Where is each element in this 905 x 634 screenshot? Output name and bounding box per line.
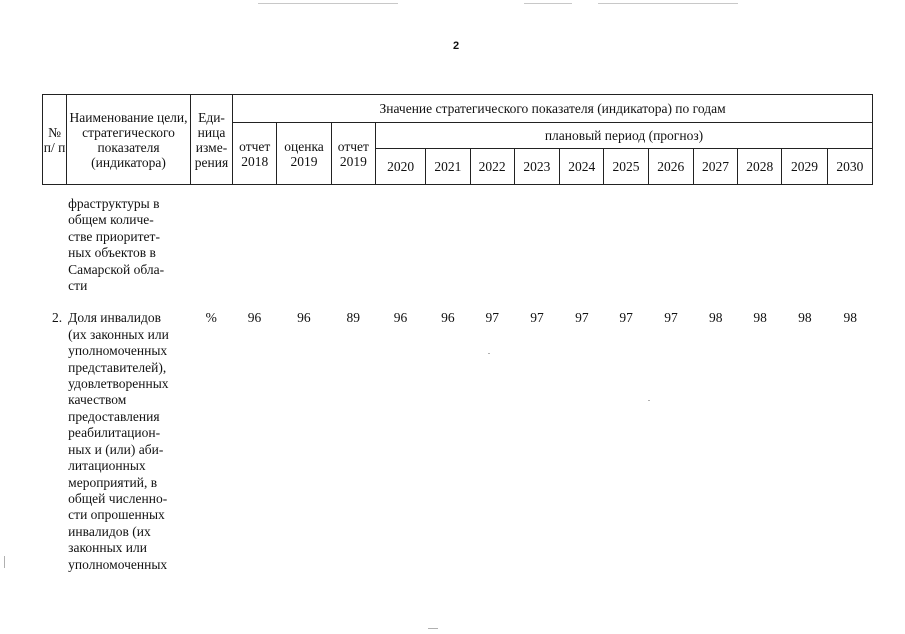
- row-name-line: стве приоритет-: [68, 228, 160, 244]
- row-name: [66, 294, 190, 573]
- row-name-line: уполномоченных: [68, 556, 168, 572]
- row-name-line: реабилитацион-: [68, 425, 161, 441]
- row-unit: %: [205, 310, 217, 326]
- row-value: 96: [441, 310, 455, 326]
- scan-edge-line: [258, 3, 398, 4]
- row-unit: [190, 196, 232, 294]
- header-number-col: № п/ п: [43, 95, 67, 185]
- table-row: [42, 196, 873, 294]
- row-name-line: общем количе-: [68, 212, 154, 228]
- header-year: 2022: [470, 149, 514, 185]
- row-name-line: качеством: [68, 392, 127, 408]
- row-name-line: сти опрошенных: [68, 507, 165, 523]
- scan-speck: [4, 556, 5, 568]
- table-row: [42, 294, 873, 573]
- header-year: 2030: [827, 149, 872, 185]
- page-number: 2: [453, 40, 460, 52]
- header-year: 2028: [738, 149, 782, 185]
- row-name-line: инвалидов (их: [68, 523, 151, 539]
- row-value: 97: [664, 310, 678, 326]
- row-number: [42, 196, 66, 294]
- header-year: 2026: [648, 149, 693, 185]
- row-name-line: ных и (или) аби-: [68, 441, 164, 457]
- header-report-2019: отчет 2019: [331, 123, 375, 185]
- row-name-line: общей численно-: [68, 490, 168, 506]
- row-name-line: предоставления: [68, 408, 160, 424]
- header-year: 2027: [693, 149, 737, 185]
- header-year: 2025: [604, 149, 648, 185]
- row-number: 2.: [52, 310, 63, 326]
- row-name-line: Доля инвалидов: [68, 310, 161, 326]
- row-value: 98: [709, 310, 723, 326]
- row-name-line: литационных: [68, 458, 146, 474]
- scan-speck: [488, 353, 490, 354]
- row-value: 98: [798, 310, 812, 326]
- row-value: 97: [530, 310, 544, 326]
- row-name-line: фраструктуры в: [68, 196, 160, 211]
- scan-edge-line: [524, 3, 572, 4]
- header-year: 2020: [375, 149, 425, 185]
- row-value: 97: [619, 310, 633, 326]
- indicator-table-body: [42, 196, 873, 573]
- header-year: 2023: [514, 149, 559, 185]
- row-name-line: Самарской обла-: [68, 261, 165, 277]
- row-value: 96: [393, 310, 408, 326]
- row-value: 97: [575, 310, 589, 326]
- header-report-2018: отчет 2018: [233, 123, 277, 185]
- row-value: 98: [843, 310, 858, 326]
- scan-speck: [648, 400, 650, 401]
- indicator-table-header: [42, 94, 873, 185]
- header-year: 2021: [426, 149, 470, 185]
- row-name-line: (их законных или: [68, 326, 169, 342]
- row-value: 97: [485, 310, 499, 326]
- header-values-group: Значение стратегического показателя (индикатора) по годам: [233, 95, 873, 123]
- row-name-line: ных объектов в: [68, 245, 156, 261]
- header-year: 2024: [560, 149, 604, 185]
- header-year: 2029: [782, 149, 827, 185]
- row-name-line: удовлетворенных: [68, 376, 169, 392]
- row-value: 89: [346, 310, 360, 326]
- row-name-line: уполномоченных: [68, 343, 168, 359]
- row-value: 96: [247, 310, 262, 326]
- row-name: [66, 196, 190, 294]
- header-plan-period: плановый период (прогноз): [375, 123, 872, 149]
- row-name-line: сти: [68, 278, 88, 294]
- header-estimate-2019: оценка 2019: [277, 123, 331, 185]
- header-unit-col: Еди- ница изме- рения: [190, 95, 232, 185]
- row-name-line: мероприятий, в: [68, 474, 158, 490]
- row-value: 96: [297, 310, 311, 326]
- scan-edge-line: [598, 3, 738, 4]
- header-name-col: Наименование цели, стратегического показателя (индикатора): [67, 95, 191, 185]
- row-name-line: законных или: [68, 540, 147, 556]
- row-value: 98: [753, 310, 767, 326]
- scan-speck: [428, 628, 438, 629]
- row-name-line: представителей),: [68, 359, 167, 375]
